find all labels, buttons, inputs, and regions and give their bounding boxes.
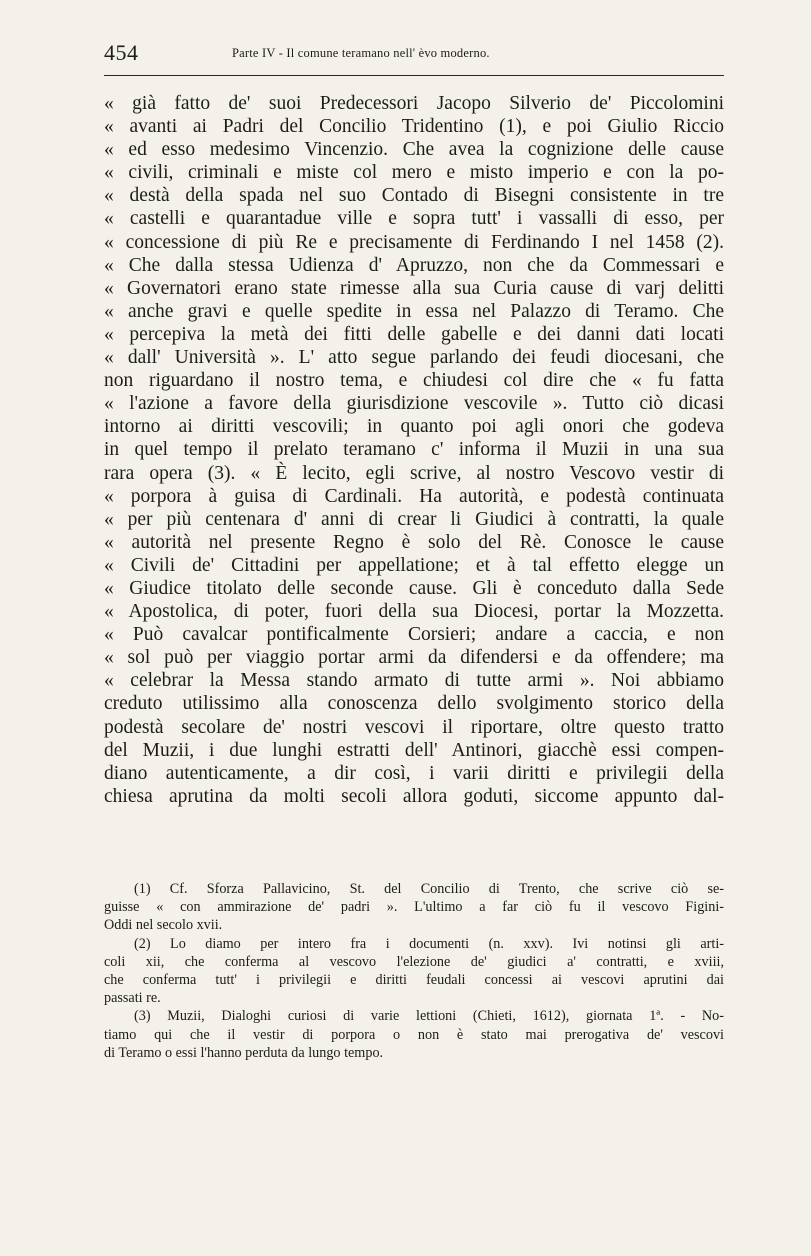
footnote-line: (2) Lo diamo per intero fra i documenti (n. xxv). Ivi notinsi gli arti- xyxy=(134,935,724,952)
body-line: « dall' Università ». L' atto segue parlando dei feudi diocesani, che xyxy=(104,347,724,369)
footnote-line: (1) Cf. Sforza Pallavicino, St. del Concilio di Trento, che scrive ciò se- xyxy=(134,881,724,897)
page-number: 454 xyxy=(104,40,139,65)
body-line: podestà secolare de' nostri vescovi il riportare, oltre questo tratto xyxy=(104,716,724,738)
body-line: « già fatto de' suoi Predecessori Jacopo Silverio de' Piccolomini xyxy=(104,93,724,114)
body-line: « percepiva la metà dei fitti delle gabelle e dei danni dati locati xyxy=(104,323,724,345)
footnote-line: passati re. xyxy=(104,990,161,1007)
body-line: del Muzii, i due lunghi estratti dell' Antinori, giacchè essi compen- xyxy=(104,739,724,761)
body-line: non riguardano il nostro tema, e chiudesi col dire che « fu fatta xyxy=(104,370,724,392)
body-line: « destà della spada nel suo Contado di Bisegni consistente in tre xyxy=(104,185,724,207)
running-head: Parte IV - Il comune teramano nell' èvo moderno. xyxy=(232,46,490,60)
footnote-line: (3) Muzii, Dialoghi curiosi di varie lettioni (Chieti, 1612), giornata 1ª. - No- xyxy=(134,1008,724,1025)
body-line: « Apostolica, di poter, fuori della sua Diocesi, portar la Mozzetta. xyxy=(104,601,724,623)
body-line: « Può cavalcar pontificalmente Corsieri; andare a caccia, e non xyxy=(104,624,724,646)
body-line: chiesa aprutina da molti secoli allora goduti, siccome appunto dal- xyxy=(104,785,724,807)
body-line: « Giudice titolato delle seconde cause. Gli è conceduto dalla Sede xyxy=(104,577,724,599)
body-line: « civili, criminali e miste col mero e misto imperio e con la po- xyxy=(104,162,724,184)
footnote-line: Oddi nel secolo xvii. xyxy=(104,917,223,934)
body-line: « Governatori erano state rimesse alla sua Curia cause di varj delitti xyxy=(104,277,724,299)
body-line: « concessione di più Re e precisamente di Ferdinando I nel 1458 (2). xyxy=(104,231,724,253)
body-line: « sol può per viaggio portar armi da difendersi e da offendere; ma xyxy=(104,647,724,669)
body-line: « per più centenara d' anni di crear li Giudici à contratti, la quale xyxy=(104,508,724,530)
footnote-2 xyxy=(104,935,724,1008)
body-line: intorno ai diritti vescovili; in quanto poi agli onori che godeva xyxy=(104,416,724,438)
body-line: « autorità nel presente Regno è solo del Rè. Conosce le cause xyxy=(104,531,724,553)
body-line: « ed esso medesimo Vincenzio. Che avea la cognizione delle cause xyxy=(104,139,724,161)
footnote-line: che conferma tutt' i privilegii e diritti feudali concessi ai vescovi aprutini dai xyxy=(104,971,724,988)
body-line: creduto utilissimo alla conoscenza dello svolgimento storico della xyxy=(104,693,724,715)
body-line: « Che dalla stessa Udienza d' Apruzzo, non che da Commessari e xyxy=(104,254,724,276)
footnotes xyxy=(104,880,724,1062)
body-line: « Civili de' Cittadini per appellatione; et à tal effetto elegge un xyxy=(104,554,724,576)
footnote-line: tiamo qui che il vestir di porpora o non è stato mai prerogativa de' vescovi xyxy=(104,1026,724,1043)
page-header xyxy=(104,40,724,70)
body-line: « avanti ai Padri del Concilio Tridentino (1), e poi Giulio Riccio xyxy=(104,116,724,138)
footnote-3 xyxy=(104,1007,724,1062)
body-text xyxy=(104,92,724,808)
body-line: rara opera (3). « È lecito, egli scrive, al nostro Vescovo vestir di xyxy=(104,462,724,484)
footnote-line: guisse « con ammirazione de' padri ». L'ultimo a far ciò fu il vescovo Figini- xyxy=(104,899,724,916)
body-line: « l'azione a favore della giurisdizione vescovile ». Tutto ciò dicasi xyxy=(104,393,724,415)
body-line: « porpora à guisa di Cardinali. Ha autorità, e podestà continuata xyxy=(104,485,724,507)
footnote-line: coli xii, che conferma al vescovo l'elezione de' giudici a' contratti, e xviii, xyxy=(104,953,724,970)
body-line: « castelli e quarantadue ville e sopra tutt' i vassalli di esso, per xyxy=(104,208,724,230)
footnote-line: di Teramo o essi l'hanno perduta da lungo tempo. xyxy=(104,1044,384,1061)
body-line: diano autenticamente, a dir così, i varii diritti e privilegii della xyxy=(104,762,724,784)
body-line: « anche gravi e quelle spedite in essa nel Palazzo di Teramo. Che xyxy=(104,300,724,322)
body-line: in quel tempo il prelato teramano c' informa il Muzii in una sua xyxy=(104,439,724,461)
body-line: « celebrar la Messa stando armato di tutte armi ». Noi abbiamo xyxy=(104,670,724,692)
header-rule xyxy=(104,75,724,76)
footnote-1 xyxy=(104,880,724,935)
